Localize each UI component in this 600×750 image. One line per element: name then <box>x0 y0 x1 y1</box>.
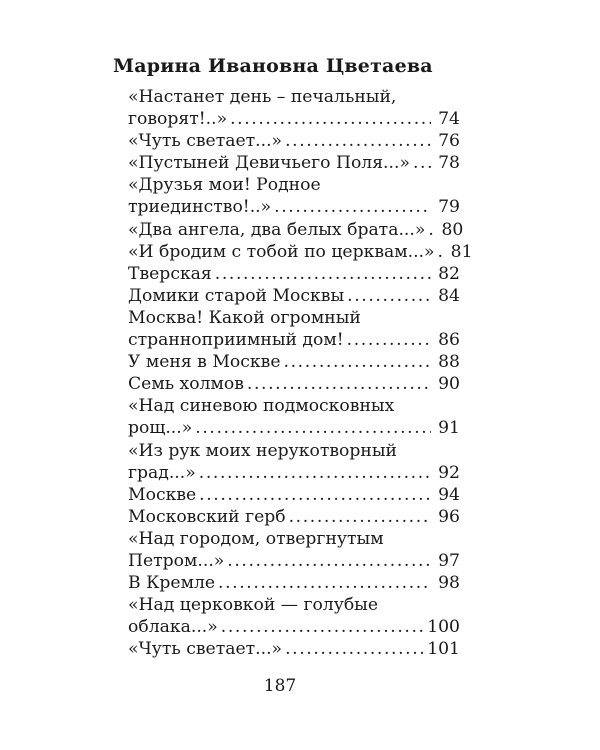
dot-leader <box>285 638 424 660</box>
toc-entry-page: 79 <box>438 197 460 218</box>
toc-entry-page: 80 <box>441 219 464 240</box>
toc-entry-page: 91 <box>438 418 460 439</box>
dot-leader <box>227 550 431 572</box>
toc-entry-title-line: «Над городом, отвергнутым <box>128 528 384 549</box>
toc-entry-leader-line <box>128 506 460 528</box>
toc-entry-page: 86 <box>438 330 460 351</box>
toc-entry-leader-line <box>128 373 460 395</box>
toc-entry-title-line: «Друзья мои! Родное <box>128 175 321 196</box>
toc-entry-page: 74 <box>438 109 460 130</box>
toc-entry <box>128 152 460 174</box>
toc-entry-title-line: Домики старой Москвы <box>128 285 345 306</box>
toc-entry-leader-line <box>128 351 460 373</box>
toc-entry <box>128 86 460 130</box>
toc-entry <box>128 307 460 351</box>
toc-entry-title-line: Петром...» <box>128 550 225 571</box>
toc-entry-page: 92 <box>438 462 460 483</box>
toc-entry-title-line: «Настанет день – печальный, <box>128 87 397 107</box>
toc-entry-leader-line <box>128 484 460 506</box>
toc-entry-title-line: Москве <box>128 484 197 505</box>
toc-entry <box>128 484 460 506</box>
dot-leader <box>428 219 434 241</box>
toc-entry <box>128 594 460 638</box>
toc-entry-page: 78 <box>438 153 460 174</box>
toc-entry-leader-line <box>128 241 473 263</box>
toc-entry <box>128 174 460 218</box>
dot-leader <box>285 130 431 152</box>
toc-entry-leader-line <box>128 152 460 174</box>
dot-leader <box>347 329 431 351</box>
dot-leader <box>247 373 431 395</box>
toc-entry <box>128 440 460 484</box>
toc-entry <box>128 263 460 285</box>
toc-entry-title-line: Московский герб <box>128 506 286 527</box>
toc-entry-title-line: странноприимный дом! <box>128 330 344 351</box>
toc-entry-page: 98 <box>438 573 460 594</box>
toc-entry-leader-line <box>128 130 460 152</box>
toc-entry-title-line: говорят!..» <box>128 109 228 130</box>
dot-leader <box>284 351 432 373</box>
dot-leader <box>289 506 431 528</box>
toc-entry-page: 96 <box>438 506 460 527</box>
dot-leader <box>218 572 431 594</box>
toc-entry-title-line: «Пустыней Девичьего Поля...» <box>128 153 410 174</box>
toc-entry <box>128 241 473 263</box>
dot-leader <box>274 196 431 218</box>
toc-entry-page: 82 <box>438 263 460 284</box>
toc-entry-title-line: «Чуть светает...» <box>128 131 283 152</box>
toc-entry <box>128 638 460 660</box>
toc-entry <box>128 351 460 373</box>
table-of-contents <box>128 86 473 660</box>
toc-entry-leader-line <box>128 285 460 307</box>
toc-entry <box>128 572 460 594</box>
author-heading: Марина Ивановна Цветаева <box>113 55 433 77</box>
toc-entry-page: 97 <box>438 550 460 571</box>
toc-entry-title-line: «Чуть светает...» <box>128 639 283 660</box>
toc-entry-title-line: «Из рук моих нерукотворный <box>128 440 397 461</box>
toc-entry-page: 76 <box>438 131 460 152</box>
toc-entry-title-line: Тверская <box>128 263 212 284</box>
toc-entry <box>128 506 460 528</box>
toc-entry-page: 90 <box>438 374 460 395</box>
toc-entry-leader-line <box>128 638 460 660</box>
toc-entry-title-line: «Над церковкой — голубые <box>128 595 379 616</box>
toc-entry-leader-line <box>128 263 460 285</box>
toc-entry-title-line: «Два ангела, два белых брата...» <box>128 219 426 240</box>
toc-entry-leader-line <box>128 550 460 572</box>
toc-entry-title-line: В Кремле <box>128 573 216 594</box>
dot-leader <box>347 285 431 307</box>
toc-entry-title-line: У меня в Москве <box>128 352 281 373</box>
toc-entry-title-line: триединство!..» <box>128 197 272 218</box>
toc-entry-leader-line <box>128 329 460 351</box>
toc-entry-page: 101 <box>427 639 460 660</box>
toc-entry-leader-line <box>128 572 460 594</box>
toc-entry-title-line: облака...» <box>128 617 218 638</box>
toc-entry-title-line: Семь холмов <box>128 374 244 395</box>
toc-entry-title-line: рощ...» <box>128 418 193 439</box>
toc-entry-title-line: град...» <box>128 462 196 483</box>
dot-leader <box>230 108 431 130</box>
toc-entry <box>128 285 460 307</box>
toc-entry <box>128 219 464 241</box>
toc-entry-page: 84 <box>438 285 460 306</box>
toc-entry-leader-line <box>128 196 460 218</box>
toc-entry-page: 94 <box>438 484 460 505</box>
toc-entry-leader-line <box>128 219 464 241</box>
toc-entry-leader-line <box>128 616 460 638</box>
page-number: 187 <box>263 676 297 696</box>
toc-entry-leader-line <box>128 417 460 439</box>
toc-entry <box>128 528 460 572</box>
toc-entry <box>128 130 460 152</box>
toc-entry-page: 88 <box>438 352 460 373</box>
dot-leader <box>215 263 431 285</box>
dot-leader <box>438 241 444 263</box>
dot-leader <box>195 417 431 439</box>
toc-entry-title-line: «И бродим с тобой по церквам...» <box>128 241 435 262</box>
toc-entry-leader-line <box>128 108 460 130</box>
dot-leader <box>199 484 431 506</box>
toc-entry-title-line: Москва! Какой огромный <box>128 307 361 328</box>
dot-leader <box>413 152 431 174</box>
toc-entry-page: 100 <box>427 617 460 638</box>
toc-entry-title-line: «Над синевою подмосковных <box>128 396 395 417</box>
dot-leader <box>199 462 431 484</box>
dot-leader <box>221 616 424 638</box>
toc-entry-leader-line <box>128 462 460 484</box>
toc-entry <box>128 395 460 439</box>
toc-entry-page: 81 <box>450 241 473 262</box>
toc-entry <box>128 373 460 395</box>
